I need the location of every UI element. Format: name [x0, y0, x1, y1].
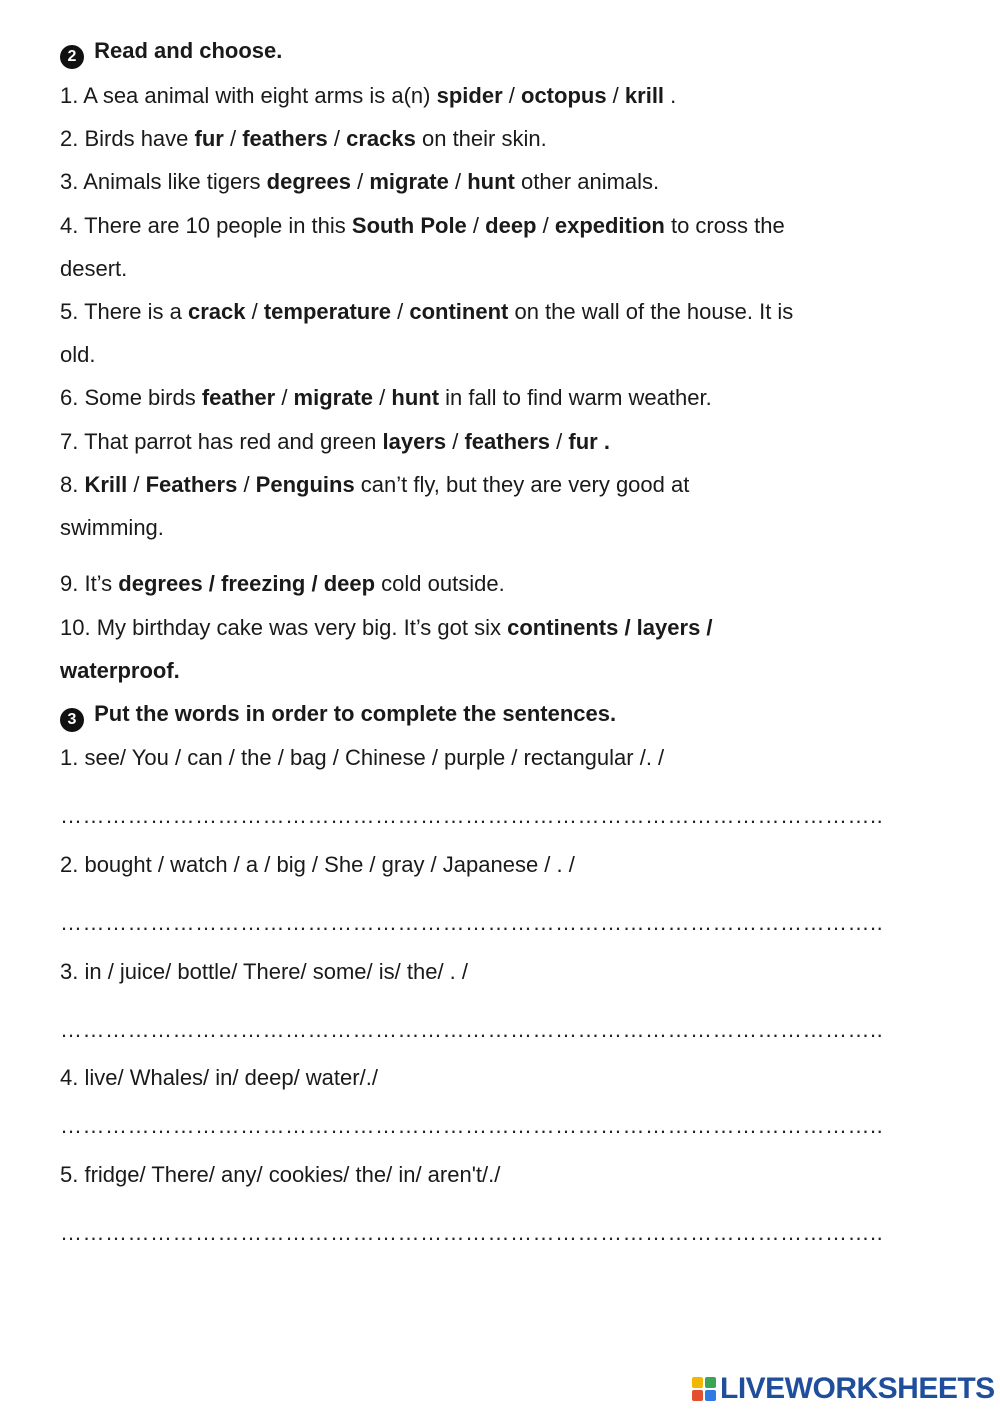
- sentence-text: /: [223, 126, 243, 151]
- section-2-title: Read and choose.: [94, 38, 283, 63]
- sentence-text: /: [275, 385, 294, 410]
- sentence-text: /: [448, 169, 468, 194]
- answer-option[interactable]: expedition: [554, 213, 665, 238]
- sentence-text: 1. A sea animal with eight arms is a(n): [60, 83, 437, 108]
- logo-mark-icon: [692, 1377, 716, 1401]
- sentence-text: /: [127, 472, 146, 497]
- sentence-text: /: [466, 213, 486, 238]
- answer-option[interactable]: cracks: [346, 126, 416, 151]
- answer-line-2[interactable]: ………………………………………………………………………………………………..: [60, 910, 884, 935]
- answer-option[interactable]: Penguins: [255, 472, 355, 497]
- sentence-text: /: [502, 83, 521, 108]
- answer-option[interactable]: fur: [194, 126, 224, 151]
- section-2-number-badge: 2: [60, 45, 84, 69]
- sentence-text: /: [245, 299, 264, 324]
- sentence-text: /: [550, 429, 569, 454]
- sentence-text: on their skin.: [415, 126, 547, 151]
- choose-line-10: [60, 471, 940, 499]
- answer-option[interactable]: spider: [436, 83, 503, 108]
- sentence-text: .: [664, 83, 677, 108]
- logo-square-1: [692, 1377, 703, 1388]
- sentence-text: can’t fly, but they are very good at: [354, 472, 690, 497]
- choose-line-14: [60, 657, 940, 685]
- reorder-prompt-5: 5. fridge/ There/ any/ cookies/ the/ in/ aren't/./: [60, 1162, 501, 1187]
- choose-line-6: [60, 298, 940, 326]
- sentence-text: 7. That parrot has red and green: [60, 429, 383, 454]
- choose-line-9: [60, 428, 940, 456]
- answer-option[interactable]: fur .: [568, 429, 610, 454]
- answer-line-3[interactable]: ………………………………………………………………………………………………..: [60, 1017, 884, 1042]
- sentence-text: 9. It’s: [60, 571, 119, 596]
- choose-line-4: [60, 212, 940, 240]
- sentence-text: 8.: [60, 472, 85, 497]
- answer-option[interactable]: hunt: [391, 385, 440, 410]
- sentence-text: 10. My birthday cake was very big. It’s got six: [60, 615, 508, 640]
- reorder-prompt-1: 1. see/ You / can / the / bag / Chinese / purple / rectangular /. /: [60, 745, 665, 770]
- sentence-text: cold outside.: [375, 571, 505, 596]
- choose-line-1: [60, 82, 940, 110]
- answer-option[interactable]: layers: [382, 429, 447, 454]
- sentence-text: /: [536, 213, 555, 238]
- answer-option[interactable]: Feathers: [145, 472, 238, 497]
- answer-option[interactable]: krill: [624, 83, 665, 108]
- answer-option[interactable]: waterproof.: [60, 658, 180, 683]
- answer-option[interactable]: continents / layers /: [507, 615, 713, 640]
- sentence-text: 3. Animals like tigers: [60, 169, 267, 194]
- choose-line-5: [60, 255, 940, 283]
- sentence-text: desert.: [60, 256, 128, 281]
- choose-line-11: [60, 514, 940, 542]
- answer-line-4[interactable]: ………………………………………………………………………………………………..: [60, 1113, 884, 1138]
- answer-option[interactable]: deep: [485, 213, 537, 238]
- answer-line-1[interactable]: ………………………………………………………………………………………………..: [60, 803, 884, 828]
- choose-line-8: [60, 384, 940, 412]
- sentence-text: /: [327, 126, 347, 151]
- sentence-text: swimming.: [60, 515, 164, 540]
- sentence-text: in fall to find warm weather.: [439, 385, 712, 410]
- section-3-title: Put the words in order to complete the sentences.: [94, 701, 617, 726]
- sentence-text: /: [351, 169, 370, 194]
- logo-square-4: [705, 1390, 716, 1401]
- answer-option[interactable]: Krill: [84, 472, 128, 497]
- logo-text: LIVEWORKSHEETS: [720, 1372, 995, 1405]
- answer-option[interactable]: degrees: [266, 169, 352, 194]
- answer-option[interactable]: hunt: [467, 169, 515, 194]
- sentence-text: /: [373, 385, 392, 410]
- choose-line-2: [60, 125, 940, 153]
- answer-option[interactable]: feathers: [242, 126, 328, 151]
- reorder-prompt-3: 3. in / juice/ bottle/ There/ some/ is/ the/ . /: [60, 959, 469, 984]
- choose-line-12: [60, 570, 940, 598]
- liveworksheets-logo: [692, 1372, 995, 1406]
- sentence-text: /: [606, 83, 625, 108]
- logo-square-3: [692, 1390, 703, 1401]
- answer-option[interactable]: octopus: [521, 83, 607, 108]
- choose-line-7: [60, 341, 940, 369]
- section-3-heading: [60, 700, 940, 732]
- answer-option[interactable]: feather: [201, 385, 276, 410]
- sentence-text: on the wall of the house. It is: [508, 299, 794, 324]
- choose-line-3: [60, 168, 940, 196]
- answer-option[interactable]: degrees / freezing / deep: [118, 571, 376, 596]
- sentence-text: /: [237, 472, 256, 497]
- sentence-text: old.: [60, 342, 96, 367]
- answer-line-5[interactable]: ………………………………………………………………………………………………..: [60, 1220, 884, 1245]
- sentence-text: 6. Some birds: [60, 385, 202, 410]
- sentence-text: 4. There are 10 people in this: [60, 213, 352, 238]
- answer-option[interactable]: crack: [188, 299, 246, 324]
- section-2-heading: [60, 37, 940, 69]
- sentence-text: 5. There is a: [60, 299, 188, 324]
- answer-option[interactable]: migrate: [369, 169, 449, 194]
- sentence-text: 2. Birds have: [60, 126, 195, 151]
- answer-option[interactable]: migrate: [293, 385, 374, 410]
- section-3-number-badge: 3: [60, 708, 84, 732]
- sentence-text: /: [446, 429, 465, 454]
- sentence-text: other animals.: [514, 169, 660, 194]
- choose-line-13: [60, 614, 940, 642]
- reorder-prompt-2: 2. bought / watch / a / big / She / gray / Japanese / . /: [60, 852, 575, 877]
- logo-square-2: [705, 1377, 716, 1388]
- sentence-text: to cross the: [664, 213, 785, 238]
- answer-option[interactable]: feathers: [464, 429, 551, 454]
- reorder-prompt-4: 4. live/ Whales/ in/ deep/ water/./: [60, 1065, 378, 1090]
- answer-option[interactable]: temperature: [263, 299, 392, 324]
- answer-option[interactable]: South Pole: [351, 213, 467, 238]
- answer-option[interactable]: continent: [409, 299, 509, 324]
- sentence-text: /: [391, 299, 410, 324]
